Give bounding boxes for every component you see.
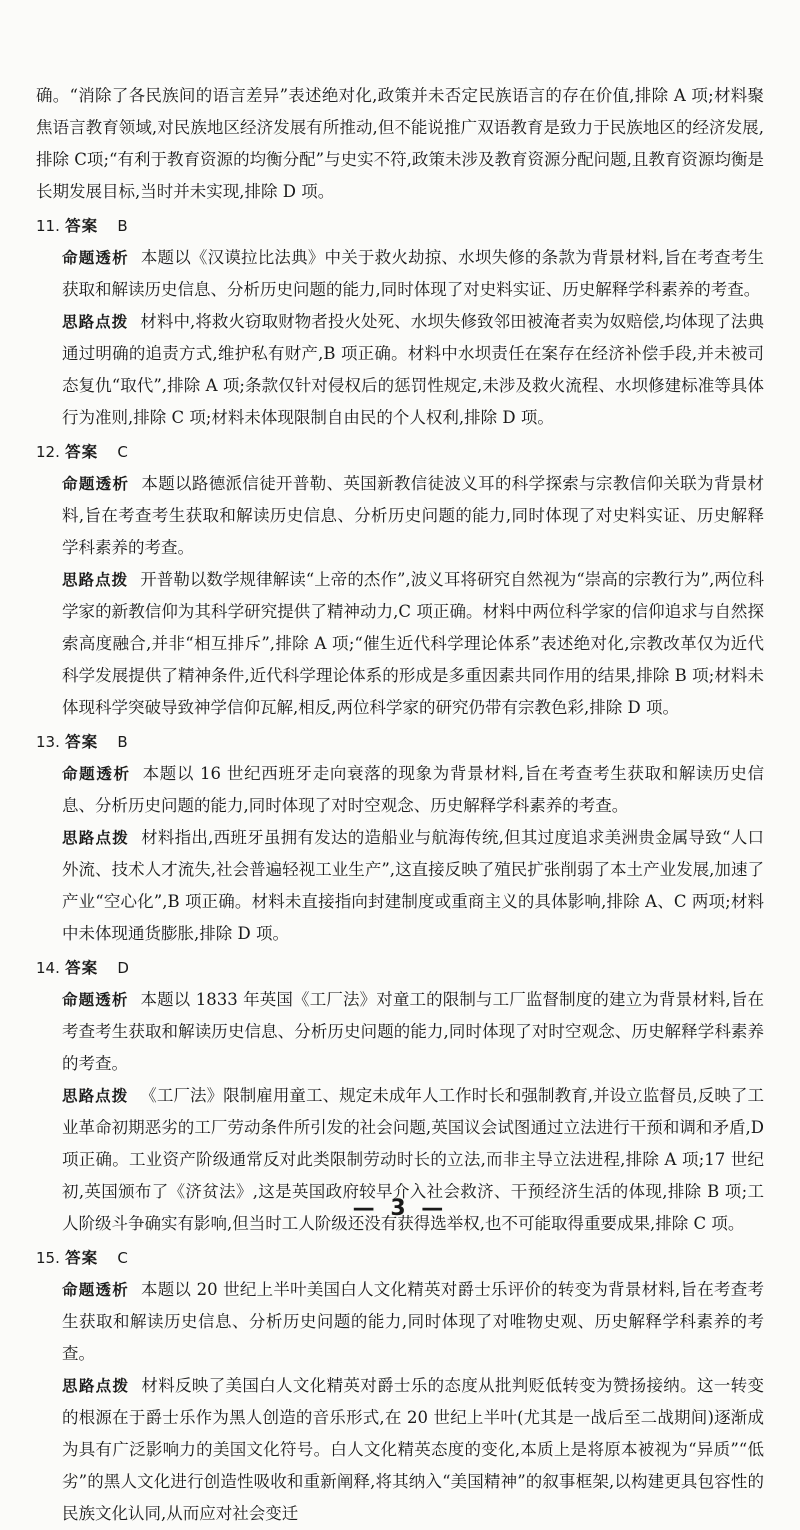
hint-label: 思路点拨 <box>62 1087 129 1105</box>
hint-paragraph <box>36 822 764 950</box>
question-number: 12. <box>36 443 60 461</box>
answer-value: B <box>117 217 128 235</box>
analysis-text: 本题以 20 世纪上半叶美国白人文化精英对爵士乐评价的转变为背景材料,旨在考查考生获取和解读历史信息、分析历史问题的能力,同时体现了对唯物史观、历史解释学科素养的考查。 <box>62 1280 764 1363</box>
analysis-text: 本题以路德派信徒开普勒、英国新教信徒波义耳的科学探索与宗教信仰关联为背景材料,旨在考查考生获取和解读历史信息、分析历史问题的能力,同时体现了对史料实证、历史解释学科素养的考查。 <box>62 474 764 557</box>
question-header <box>36 436 764 468</box>
question-header <box>36 726 764 758</box>
analysis-label: 命题透析 <box>62 1281 129 1299</box>
analysis-label: 命题透析 <box>62 249 129 267</box>
answer-label: 答案 <box>65 1249 99 1267</box>
analysis-paragraph <box>36 984 764 1080</box>
question-number: 15. <box>36 1249 60 1267</box>
hint-text: 材料中,将救火窃取财物者投火处死、水坝失修致邻田被淹者卖为奴赔偿,均体现了法典通过明确的追责方式,维护私有财产,B 项正确。材料中水坝责任在案存在经济补偿手段,并未被司态复仇“取代”,排除 A 项;条款仅针对侵权后的惩罚性规定,未涉及救火流程、水坝修建标准等具体行为准则,排除 C 项;材料未体现限制自由民的个人权利,排除 D 项。 <box>62 312 764 427</box>
question-number: 14. <box>36 959 60 977</box>
analysis-label: 命题透析 <box>62 765 131 783</box>
analysis-text: 本题以 16 世纪西班牙走向衰落的现象为背景材料,旨在考查考生获取和解读历史信息、分析历史问题的能力,同时体现了对时空观念、历史解释学科素养的考查。 <box>62 764 764 815</box>
question-item <box>36 726 764 950</box>
hint-text: 开普勒以数学规律解读“上帝的杰作”,波义耳将研究自然视为“崇高的宗教行为”,两位科学家的新教信仰为其科学研究提供了精神动力,C 项正确。材料中两位科学家的信仰追求与自然探索高度融合,并非“相互排斥”,排除 A 项;“催生近代科学理论体系”表述绝对化,宗教改革仅为近代科学发展提供了精神条件,近代科学理论体系的形成是多重因素共同作用的结果,排除 B 项;材料未体现科学突破导致神学信仰瓦解,相反,两位科学家的研究仍带有宗教色彩,排除 D 项。 <box>62 570 764 717</box>
hint-label: 思路点拨 <box>62 1377 130 1395</box>
analysis-label: 命题透析 <box>62 475 130 493</box>
hint-text: 材料反映了美国白人文化精英对爵士乐的态度从批判贬低转变为赞扬接纳。这一转变的根源在于爵士乐作为黑人创造的音乐形式,在 20 世纪上半叶(尤其是一战后至二战期间)逐渐成为具有广泛影响力的美国文化符号。白人文化精英态度的变化,本质上是将原本被视为“异质”“低劣”的黑人文化进行创造性吸收和重新阐释,将其纳入“美国精神”的叙事框架,以构建更具包容性的民族文化认同,从而应对社会变迁 <box>62 1376 764 1523</box>
hint-text: 材料指出,西班牙虽拥有发达的造船业与航海传统,但其过度追求美洲贵金属导致“人口外流、技术人才流失,社会普遍轻视工业生产”,这直接反映了殖民扩张削弱了本土产业发展,加速了产业“空心化”,B 项正确。材料未直接指向封建制度或重商主义的具体影响,排除 A、C 两项;材料中未体现通货膨胀,排除 D 项。 <box>62 828 764 943</box>
hint-text: 《工厂法》限制雇用童工、规定未成年人工作时长和强制教育,并设立监督员,反映了工业革命初期恶劣的工厂劳动条件所引发的社会问题,英国议会试图通过立法进行干预和调和矛盾,D 项正确。工业资产阶级通常反对此类限制劳动时长的立法,而非主导立法进程,排除 A 项;17 世纪初,英国颁布了《济贫法》,这是英国政府较早介入社会救济、干预经济生活的体现,排除 B 项;工人阶级斗争确实有影响,但当时工人阶级还没有获得选举权,也不可能取得重要成果,排除 C 项。 <box>62 1086 764 1233</box>
analysis-paragraph <box>36 242 764 306</box>
hint-label: 思路点拨 <box>62 571 129 589</box>
hint-paragraph <box>36 1370 764 1530</box>
intro-paragraph: 确。“消除了各民族间的语言差异”表述绝对化,政策并未否定民族语言的存在价值,排除 A 项;材料聚焦语言教育领域,对民族地区经济发展有所推动,但不能说推广双语教育是致力于民族地区的经济发展,排除 C项;“有利于教育资源的均衡分配”与史实不符,政策未涉及教育资源分配问题,且教育资源均衡是长期发展目标,当时并未实现,排除 D 项。 <box>36 86 764 201</box>
analysis-paragraph <box>36 468 764 564</box>
hint-label: 思路点拨 <box>62 829 130 847</box>
page-number: — 3 — <box>352 1196 448 1221</box>
question-header <box>36 1242 764 1274</box>
answer-label: 答案 <box>65 959 99 977</box>
hint-paragraph <box>36 306 764 434</box>
question-number: 11. <box>36 217 60 235</box>
question-header <box>36 952 764 984</box>
analysis-text: 本题以 1833 年英国《工厂法》对童工的限制与工厂监督制度的建立为背景材料,旨在考查考生获取和解读历史信息、分析历史问题的能力,同时体现了对时空观念、历史解释学科素养的考查。 <box>62 990 764 1073</box>
question-item <box>36 210 764 434</box>
answer-value: B <box>117 733 128 751</box>
question-header <box>36 210 764 242</box>
analysis-text: 本题以《汉谟拉比法典》中关于救火劫掠、水坝失修的条款为背景材料,旨在考查考生获取和解读历史信息、分析历史问题的能力,同时体现了对史料实证、历史解释学科素养的考查。 <box>62 248 764 299</box>
question-number: 13. <box>36 733 60 751</box>
question-list <box>36 210 764 1530</box>
answer-label: 答案 <box>65 217 99 235</box>
analysis-label: 命题透析 <box>62 991 129 1009</box>
answer-value: C <box>117 1249 128 1267</box>
hint-label: 思路点拨 <box>62 313 129 331</box>
answer-value: C <box>117 443 128 461</box>
question-item <box>36 436 764 724</box>
analysis-paragraph <box>36 758 764 822</box>
question-item <box>36 1242 764 1530</box>
analysis-paragraph <box>36 1274 764 1370</box>
answer-value: D <box>117 959 129 977</box>
hint-paragraph <box>36 564 764 724</box>
answer-label: 答案 <box>65 733 99 751</box>
answer-label: 答案 <box>65 443 99 461</box>
